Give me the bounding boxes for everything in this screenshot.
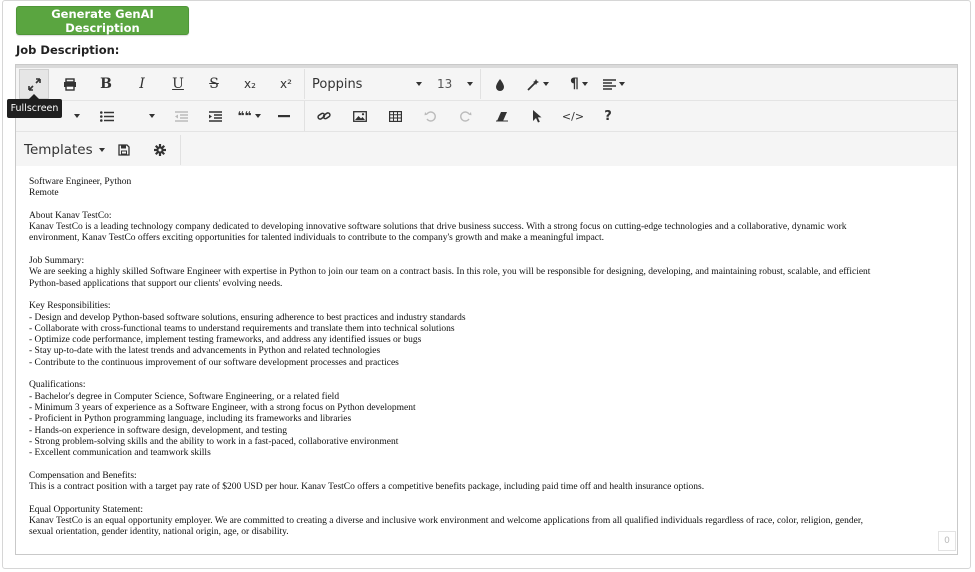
print-icon[interactable] xyxy=(55,69,85,99)
quote-glyph: ❝❝ xyxy=(237,109,252,123)
content-line: - Bachelor's degree in Computer Science, Software Engineering, or a related field xyxy=(29,391,340,402)
content-line: - Strong problem-solving skills and the ability to work in a fast-paced, collaborative environment xyxy=(29,436,399,447)
content-line: - Design and develop Python-based software solutions, ensuring adherence to best practices and industry standards xyxy=(29,312,466,323)
chevron-down-icon xyxy=(619,82,625,86)
unordered-list-dropdown[interactable] xyxy=(142,101,158,131)
save-template-icon[interactable] xyxy=(112,135,136,165)
job-description-label: Job Description: xyxy=(16,43,120,57)
chevron-down-icon xyxy=(255,114,261,118)
select-all-icon[interactable] xyxy=(523,101,551,131)
toolbar-row-divider xyxy=(16,131,957,132)
link-icon[interactable] xyxy=(310,101,338,131)
strikethrough-icon[interactable]: S xyxy=(209,76,219,92)
editor-content-area[interactable] xyxy=(29,177,943,539)
content-line: Kanav TestCo is a leading technology company dedicated to developing innovative software solutions that drive business success. With a strong focus on cutting-edge technologies and a collaborative, dynamic work xyxy=(29,222,847,233)
content-line: - Collaborate with cross-functional teams to understand requirements and translate them into technical solutions xyxy=(29,323,455,334)
redo-icon[interactable] xyxy=(452,101,480,131)
clear-format-icon[interactable] xyxy=(488,101,516,131)
content-line: We are seeking a highly skilled Software Engineer with expertise in Python to join our team on a contract basis. In this role, you will be responsible for designing, developing, and maintaining robust, scalable, and efficient xyxy=(29,267,871,278)
chevron-down-icon xyxy=(582,82,588,86)
toolbar-divider xyxy=(180,135,181,165)
ordered-list-dropdown[interactable] xyxy=(65,101,85,131)
font-family-value: Poppins xyxy=(312,76,363,92)
character-counter: 0 xyxy=(938,531,956,551)
content-line xyxy=(29,245,943,256)
content-line: sexual orientation, gender identity, national origin, age, or disability. xyxy=(29,527,289,538)
content-line: - Optimize code performance, implement testing frameworks, and address any identified issues or bugs xyxy=(29,335,422,346)
outdent-icon[interactable] xyxy=(167,101,195,131)
generate-genai-description-button[interactable]: Generate GenAI Description xyxy=(16,6,189,35)
content-line xyxy=(29,369,943,380)
bold-icon[interactable]: B xyxy=(100,76,112,92)
color-icon[interactable] xyxy=(486,69,514,99)
content-line: - Minimum 3 years of experience as a Software Engineer, with a strong focus on Python development xyxy=(29,402,416,413)
code-view-icon[interactable]: </> xyxy=(561,109,585,123)
pilcrow-glyph: ¶ xyxy=(570,76,579,92)
chevron-down-icon xyxy=(149,114,155,118)
chevron-down-icon xyxy=(543,82,549,86)
content-line xyxy=(29,200,943,211)
chevron-down-icon xyxy=(416,82,422,86)
unordered-list-icon[interactable] xyxy=(95,101,119,131)
rich-text-editor xyxy=(15,64,958,555)
chevron-down-icon xyxy=(99,148,105,152)
content-line: - Excellent communication and teamwork skills xyxy=(29,448,211,459)
toolbar-divider xyxy=(304,69,305,99)
content-line: - Stay up-to-date with the latest trends and advancements in Python and related technologies xyxy=(29,346,381,357)
horizontal-rule-icon[interactable] xyxy=(272,101,296,131)
font-family-dropdown[interactable] xyxy=(310,69,424,99)
content-line: Job Summary: xyxy=(29,256,85,267)
chevron-down-icon xyxy=(467,82,473,86)
indent-icon[interactable] xyxy=(201,101,229,131)
content-line: This is a contract position with a target pay rate of $200 USD per hour. Kanav TestCo offers a competitive benefits package, including paid time off and health insurance options. xyxy=(29,482,705,493)
content-line: Kanav TestCo is an equal opportunity employer. We are committed to creating a diverse and inclusive work environment and welcome applications from all qualified individuals regardless of race, color, religion, gender, xyxy=(29,515,863,526)
content-line: Compensation and Benefits: xyxy=(29,470,137,481)
content-line: Remote xyxy=(29,188,59,199)
content-line: Qualifications: xyxy=(29,380,86,391)
content-line xyxy=(29,459,943,470)
underline-icon[interactable]: U xyxy=(172,76,184,92)
content-line: - Hands-on experience in software design, development, and testing xyxy=(29,425,288,436)
italic-icon[interactable]: I xyxy=(139,76,145,92)
templates-label: Templates xyxy=(24,142,93,158)
superscript-icon[interactable]: x² xyxy=(280,77,292,91)
settings-icon[interactable] xyxy=(148,135,172,165)
content-line xyxy=(29,290,943,301)
content-line xyxy=(29,493,943,504)
align-icon[interactable] xyxy=(599,69,629,99)
content-line: Key Responsibilities: xyxy=(29,301,111,312)
image-icon[interactable] xyxy=(346,101,374,131)
content-line: Python-based applications that support our clients' evolving needs. xyxy=(29,278,283,289)
content-line: Equal Opportunity Statement: xyxy=(29,504,143,515)
help-icon[interactable]: ? xyxy=(604,108,612,124)
fullscreen-tooltip: Fullscreen xyxy=(7,99,62,118)
content-line: - Contribute to the continuous improvement of our software development processes and practices xyxy=(29,357,399,368)
style-icon[interactable] xyxy=(518,69,556,99)
editor-toolbar xyxy=(16,65,957,166)
content-line: - Proficient in Python programming language, including its frameworks and libraries xyxy=(29,414,352,425)
paragraph-icon[interactable] xyxy=(564,69,594,99)
subscript-icon[interactable]: x₂ xyxy=(244,77,256,91)
toolbar-divider xyxy=(304,101,305,131)
templates-dropdown[interactable] xyxy=(24,135,104,165)
undo-icon[interactable] xyxy=(416,101,444,131)
toolbar-divider xyxy=(480,69,481,99)
font-size-dropdown[interactable] xyxy=(435,69,475,99)
quote-icon[interactable] xyxy=(234,101,264,131)
chevron-down-icon xyxy=(74,114,80,118)
font-size-value: 13 xyxy=(437,77,453,91)
content-line: About Kanav TestCo: xyxy=(29,210,112,221)
table-icon[interactable] xyxy=(381,101,409,131)
content-line: environment, Kanav TestCo offers exciting opportunities for talented individuals to contribute to the company's growth and make a meaningful impact. xyxy=(29,233,605,244)
content-line: Software Engineer, Python xyxy=(29,177,132,187)
